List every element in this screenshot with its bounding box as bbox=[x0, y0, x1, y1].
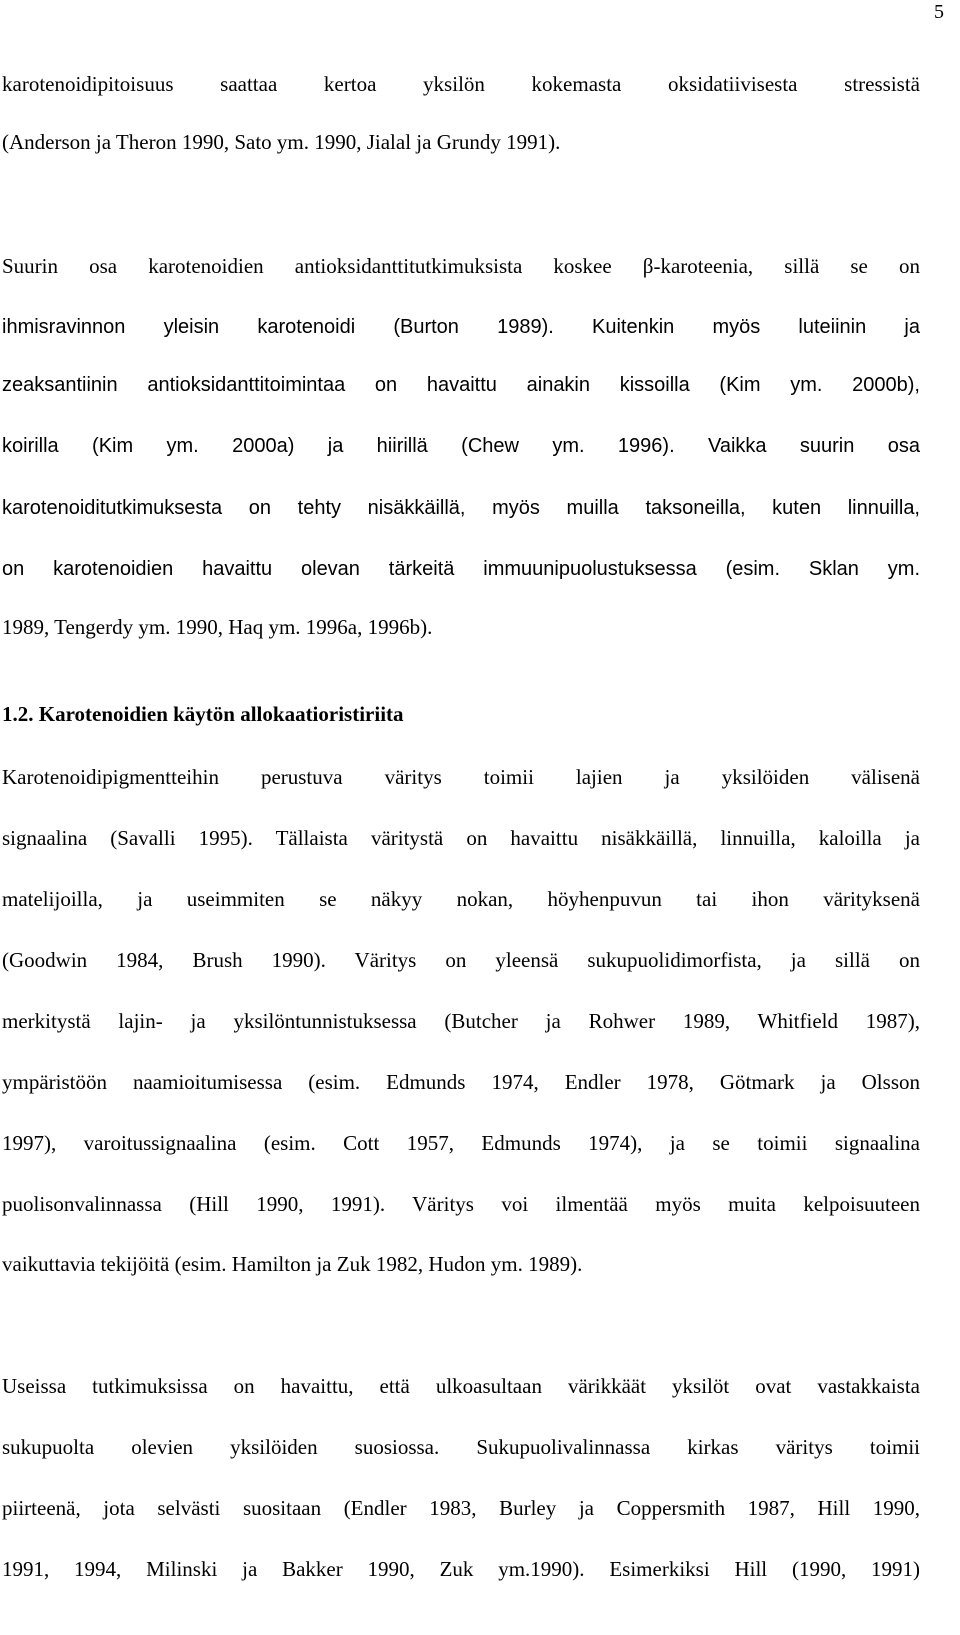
paragraph-2-line-1: Suurin osa karotenoidien antioksidanttitutkimuksista koskee β-karoteenia, sillä se on bbox=[2, 254, 920, 278]
paragraph-3-line-9: vaikuttavia tekijöitä (esim. Hamilton ja Zuk 1982, Hudon ym. 1989). bbox=[2, 1252, 583, 1276]
paragraph-2-line-5: karotenoiditutkimuksesta on tehty nisäkkäillä, myös muilla taksoneilla, kuten linnuilla, bbox=[2, 497, 920, 519]
paragraph-3-line-8: puolisonvalinnassa (Hill 1990, 1991). Väritys voi ilmentää myös muita kelpoisuuteen bbox=[2, 1192, 920, 1216]
paragraph-3-line-7: 1997), varoitussignaalina (esim. Cott 1957, Edmunds 1974), ja se toimii signaalina bbox=[2, 1131, 920, 1155]
paragraph-3-line-6: ympäristöön naamioitumisessa (esim. Edmunds 1974, Endler 1978, Götmark ja Olsson bbox=[2, 1070, 920, 1094]
paragraph-3-line-2: signaalina (Savalli 1995). Tällaista väritystä on havaittu nisäkkäillä, linnuilla, kaloilla ja bbox=[2, 826, 920, 850]
paragraph-3-line-4: (Goodwin 1984, Brush 1990). Väritys on yleensä sukupuolidimorfista, ja sillä on bbox=[2, 948, 920, 972]
paragraph-3-line-5: merkitystä lajin- ja yksilöntunnistuksessa (Butcher ja Rohwer 1989, Whitfield 1987), bbox=[2, 1009, 920, 1033]
paragraph-4-line-2: sukupuolta olevien yksilöiden suosiossa. Sukupuolivalinnassa kirkas väritys toimii bbox=[2, 1435, 920, 1459]
paragraph-3-line-1: Karotenoidipigmentteihin perustuva väritys toimii lajien ja yksilöiden välisenä bbox=[2, 765, 920, 789]
paragraph-4-line-1: Useissa tutkimuksissa on havaittu, että ulkoasultaan värikkäät yksilöt ovat vastakkaista bbox=[2, 1374, 920, 1398]
paragraph-1-line-2: (Anderson ja Theron 1990, Sato ym. 1990, Jialal ja Grundy 1991). bbox=[2, 130, 561, 154]
paragraph-2-line-6: on karotenoidien havaittu olevan tärkeitä immuunipuolustuksessa (esim. Sklan ym. bbox=[2, 558, 920, 580]
paragraph-2-line-3: zeaksantiinin antioksidanttitoimintaa on havaittu ainakin kissoilla (Kim ym. 2000b), bbox=[2, 374, 920, 396]
paragraph-4-line-4: 1991, 1994, Milinski ja Bakker 1990, Zuk ym.1990). Esimerkiksi Hill (1990, 1991) bbox=[2, 1557, 920, 1581]
section-heading: 1.2. Karotenoidien käytön allokaatioristiriita bbox=[2, 702, 404, 726]
paragraph-2-line-4: koirilla (Kim ym. 2000a) ja hiirillä (Chew ym. 1996). Vaikka suurin osa bbox=[2, 435, 920, 457]
page-number: 5 bbox=[934, 1, 944, 23]
paragraph-1-line-1: karotenoidipitoisuus saattaa kertoa yksilön kokemasta oksidatiivisesta stressistä bbox=[2, 72, 920, 96]
paragraph-2-line-7: 1989, Tengerdy ym. 1990, Haq ym. 1996a, 1996b). bbox=[2, 615, 433, 639]
paragraph-2-line-2: ihmisravinnon yleisin karotenoidi (Burton 1989). Kuitenkin myös luteiinin ja bbox=[2, 316, 920, 338]
paragraph-3-line-3: matelijoilla, ja useimmiten se näkyy nokan, höyhenpuvun tai ihon värityksenä bbox=[2, 887, 920, 911]
paragraph-4-line-3: piirteenä, jota selvästi suositaan (Endler 1983, Burley ja Coppersmith 1987, Hill 1990, bbox=[2, 1496, 920, 1520]
